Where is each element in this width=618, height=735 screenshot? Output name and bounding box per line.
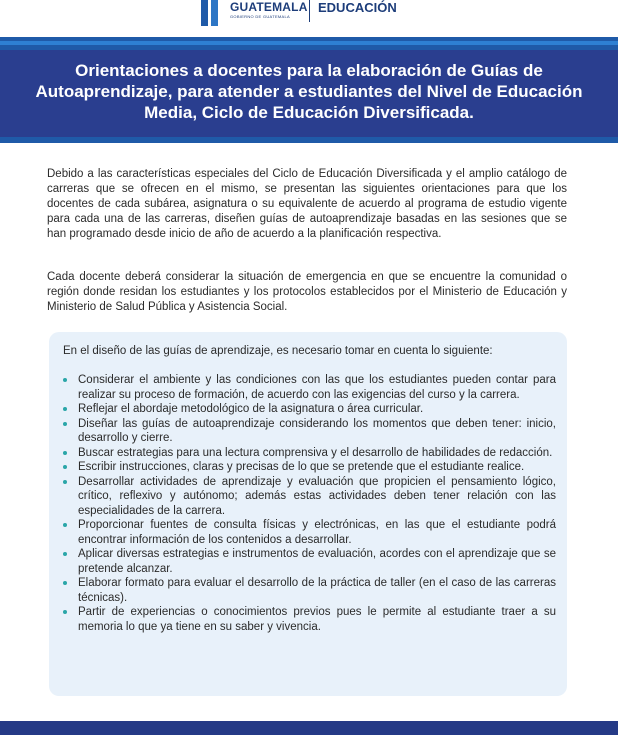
emergency-paragraph: Cada docente deberá considerar la situación de emergencia en que se encuentre la comunidad o región donde residan los estudiantes y los protocolos establecidos por el Ministerio de Educación y Ministerio de Salud Pública y Asistencia Social. bbox=[47, 271, 567, 313]
list-item bbox=[63, 605, 556, 634]
bullet-icon bbox=[63, 552, 67, 556]
list-item bbox=[63, 402, 556, 417]
list-item bbox=[63, 460, 556, 475]
bullet-icon bbox=[63, 451, 67, 455]
bullet-icon bbox=[63, 581, 67, 585]
list-item bbox=[63, 547, 556, 576]
list-item-text: Diseñar las guías de autoaprendizaje considerando los momentos que deben tener: inicio, desarrollo y cierre. bbox=[78, 417, 556, 444]
list-item-text: Aplicar diversas estrategias e instrumentos de evaluación, acordes con el aprendizaje que se pretende alcanzar. bbox=[78, 548, 556, 575]
logo-divider bbox=[309, 0, 310, 22]
footer-bar bbox=[0, 721, 618, 735]
logo-subtext: GOBIERNO DE GUATEMALA bbox=[230, 14, 291, 19]
list-item bbox=[63, 518, 556, 547]
bullet-icon bbox=[63, 465, 67, 469]
list-item-text: Considerar el ambiente y las condiciones con las que los estudiantes pueden contar para realizar su proceso de formación, de acuerdo con las exigencias del curso y la carrera. bbox=[78, 374, 556, 401]
list-item bbox=[63, 576, 556, 605]
list-item bbox=[63, 446, 556, 461]
banner-bottom-stripe bbox=[0, 137, 618, 143]
top-stripe-light bbox=[0, 41, 618, 45]
guatemala-logo-icon bbox=[201, 0, 223, 26]
list-item bbox=[63, 417, 556, 446]
list-item-text: Buscar estrategias para una lectura comprensiva y el desarrollo de habilidades de redacción. bbox=[78, 446, 553, 459]
list-item-text: Escribir instrucciones, claras y precisas de lo que se pretende que el estudiante realice. bbox=[78, 461, 525, 473]
list-item-text: Desarrollar actividades de aprendizaje y evaluación que propicien el pensamiento lógico, crítico, reflexivo y autónomo; además estas actividades deben tener relación con las especialidades de la carrera. bbox=[78, 475, 556, 517]
bullet-icon bbox=[63, 523, 67, 527]
logo-text: GUATEMALA bbox=[230, 0, 308, 14]
header bbox=[0, 0, 618, 26]
ministry-label: EDUCACIÓN bbox=[318, 0, 397, 15]
bullet-icon bbox=[63, 610, 67, 614]
intro-paragraph: Debido a las características especiales del Ciclo de Educación Diversificada y el amplio catálogo de carreras que se ofrecen en el mismo, se presentan las siguientes orientaciones para que los docentes de cada subárea, asignatura o su equivalente de acuerdo al programa de estudio vigente para cada una de las carreras, diseñen guías de autoaprendizaje basadas en las sesiones que se han programado desde inicio de año de acuerdo a la planificación respectiva. bbox=[47, 168, 567, 240]
bullet-icon bbox=[63, 422, 67, 426]
list-item-text: Partir de experiencias o conocimientos previos pues le permite al estudiante traer a su memoria lo que ya tiene en su saber y vivencia. bbox=[78, 606, 556, 633]
bullet-icon bbox=[63, 480, 67, 484]
guidelines-intro: En el diseño de las guías de aprendizaje, es necesario tomar en cuenta lo siguiente: bbox=[63, 345, 493, 357]
page-title: Orientaciones a docentes para la elaboración de Guías de Autoaprendizaje, para atender a estudiantes del Nivel de Educación Media, Ciclo de Educación Diversificada. bbox=[35, 61, 583, 122]
list-item bbox=[63, 475, 556, 519]
bullet-icon bbox=[63, 378, 67, 382]
bullet-icon bbox=[63, 407, 67, 411]
list-item-text: Elaborar formato para evaluar el desarrollo de la práctica de taller (en el caso de las carreras técnicas). bbox=[78, 577, 556, 604]
guidelines-list bbox=[63, 373, 556, 634]
list-item-text: Proporcionar fuentes de consulta físicas y electrónicas, en las que el estudiante podrá encontrar información de los contenidos a desarrollar. bbox=[78, 519, 556, 546]
list-item-text: Reflejar el abordaje metodológico de la asignatura o área curricular. bbox=[78, 403, 424, 415]
list-item bbox=[63, 373, 556, 402]
